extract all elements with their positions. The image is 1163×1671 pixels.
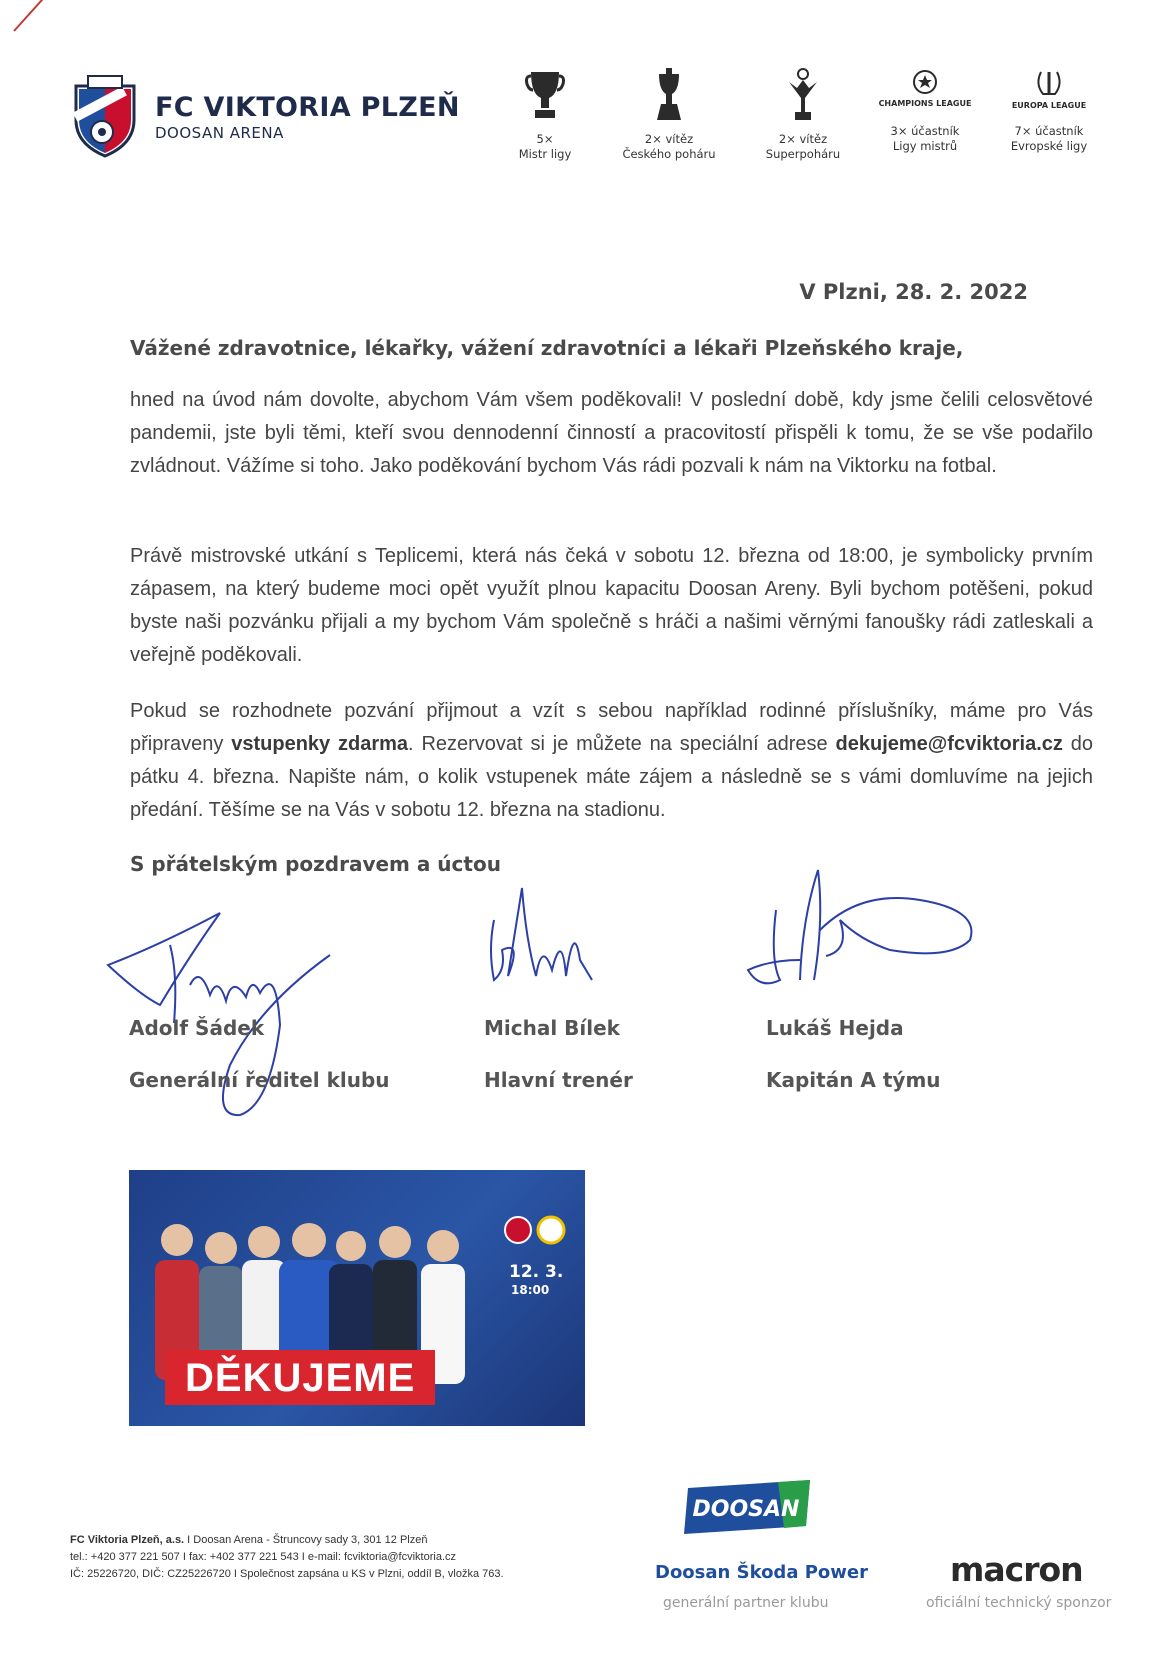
supercup-icon: [783, 68, 823, 124]
trophy-league: 5× Mistr ligy: [486, 68, 604, 162]
europa-league-icon: [1011, 68, 1087, 124]
paragraph-1: hned na úvod nám dovolte, abychom Vám všem poděkovali! V poslední době, kdy jsme čelili celosvětové pandemii, jste byli těmi, kteří svou dennodenní činností a pracovitostí přispěli k tomu, že se vše podařilo zvládnout. Vážíme si toho. Jako poděkování bychom Vás rádi pozvali k nám na Viktorku na fotbal.: [130, 389, 1093, 477]
teplice-crest-icon: [538, 1217, 564, 1243]
banner-date: 12. 3.: [509, 1262, 564, 1282]
doosan-logo: [680, 1480, 818, 1544]
thank-you-banner: [129, 1170, 585, 1426]
banner-title: DĚKUJEME: [165, 1350, 435, 1405]
banner-time: 18:00: [511, 1283, 550, 1297]
champions-league-icon: [878, 68, 972, 124]
macron-logo: macron: [950, 1550, 1083, 1589]
free-tickets-text: vstupenky zdarma: [231, 733, 409, 755]
signatory-name: Adolf Šádek: [129, 1016, 265, 1040]
corner-mark: [13, 0, 47, 32]
cup-tall-icon: [649, 68, 689, 124]
signatory-name: Michal Bílek: [484, 1016, 620, 1040]
email-link[interactable]: dekujeme@fcviktoria.cz: [835, 733, 1063, 755]
trophy-europa-league: EUROPA LEAGUE 7× účastník Evropské ligy: [990, 68, 1108, 154]
signature-bilek: [482, 880, 622, 1000]
club-name: FC VIKTORIA PLZEŇ: [155, 92, 460, 123]
signature-hejda: [740, 860, 980, 1010]
doosan-partner-name: Doosan Škoda Power: [655, 1562, 869, 1583]
viktoria-crest-icon: [505, 1217, 531, 1243]
trophy-supercup: 2× vítěz Superpoháru: [744, 68, 862, 162]
club-crest-logo: [72, 76, 138, 162]
svg-text:CHAMPIONS LEAGUE: CHAMPIONS LEAGUE: [878, 99, 972, 108]
footer-address: FC Viktoria Plzeň, a.s. I Doosan Arena - Štruncovy sady 3, 301 12 Plzeň: [70, 1534, 428, 1546]
macron-caption: oficiální technický sponzor: [926, 1595, 1112, 1611]
salutation: Vážené zdravotnice, lékařky, vážení zdravotníci a lékaři Plzeňského kraje,: [130, 336, 964, 360]
trophy-czech-cup: 2× vítěz Českého poháru: [610, 68, 728, 162]
signatory-role: Generální ředitel klubu: [129, 1068, 390, 1092]
signatory-role: Hlavní trenér: [484, 1068, 633, 1092]
paragraph-3: Pokud se rozhodnete pozvání přijmout a vzít s sebou například rodinné příslušníky, máme pro Vás připraveny vstupenky zdarma. Rezervovat si je můžete na speciální adrese dekujeme@fcviktoria.cz do pátku 4. března. Napište nám, o kolik vstupenek máte zájem a následně se s vámi domluvíme na jejich předání. Těšíme se na Vás v sobotu 12. března na stadionu.: [130, 700, 1093, 821]
svg-text:DOOSAN: DOOSAN: [692, 1497, 800, 1522]
paragraph-2: Právě mistrovské utkání s Teplicemi, která nás čeká v sobotu 12. března od 18:00, je symbolicky prvním zápasem, na který budeme moci opět využít plnou kapacitu Doosan Areny. Byli bychom potěšeni, pokud byste naši pozvánku přijali a my bychom Vám společně s hráči a našimi věrnými fanoušky rádi zatleskali a veřejně poděkovali.: [130, 545, 1093, 666]
cup-icon: [525, 68, 565, 124]
signatory-name: Lukáš Hejda: [766, 1016, 904, 1040]
doosan-partner-caption: generální partner klubu: [663, 1595, 829, 1611]
svg-text:EUROPA LEAGUE: EUROPA LEAGUE: [1011, 101, 1087, 110]
trophy-champions-league: CHAMPIONS LEAGUE 3× účastník Ligy mistrů: [866, 68, 984, 154]
closing-greeting: S přátelským pozdravem a úctou: [130, 852, 501, 876]
footer-registration: IČ: 25226720, DIČ: CZ25226720 I Společnost zapsána u KS v Plzni, oddíl B, vložka 763.: [70, 1568, 504, 1580]
footer-contacts: tel.: +420 377 221 507 I fax: +402 377 221 543 I e-mail: fcviktoria@fcviktoria.cz: [70, 1551, 456, 1563]
arena-name: DOOSAN ARENA: [155, 124, 284, 142]
signatory-role: Kapitán A týmu: [766, 1068, 941, 1092]
letter-date: V Plzni, 28. 2. 2022: [799, 280, 1028, 304]
